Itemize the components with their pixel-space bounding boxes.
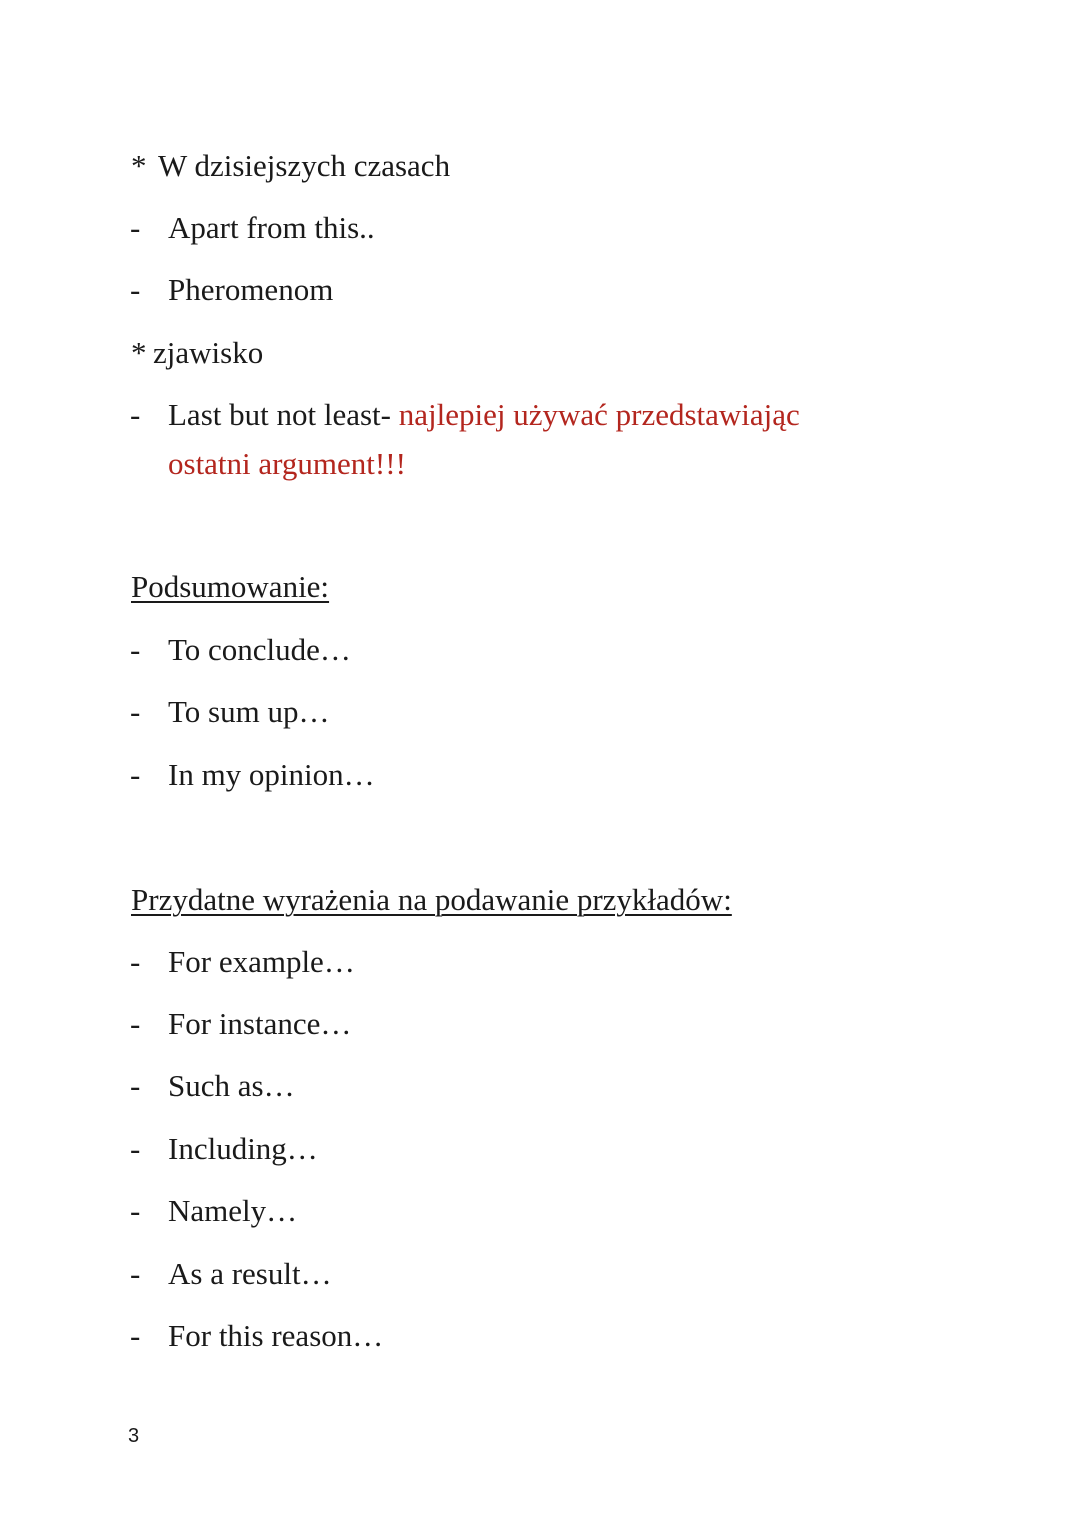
bullet-dash: - xyxy=(130,1006,141,1041)
bullet-dash: - xyxy=(130,1131,141,1166)
list-item: For example… xyxy=(168,944,355,979)
bullet-star: * xyxy=(131,335,147,370)
list-item: Pheromenom xyxy=(168,272,334,307)
bullet-dash: - xyxy=(130,210,141,245)
list-item: For this reason… xyxy=(168,1318,384,1353)
list-item: Namely… xyxy=(168,1193,298,1228)
phrase-translation: zjawisko xyxy=(153,335,264,370)
list-item-text: Last but not least- xyxy=(168,397,399,432)
bullet-dash: - xyxy=(130,397,141,432)
list-item: To sum up… xyxy=(168,694,330,729)
bullet-dash: - xyxy=(130,757,141,792)
usage-note: najlepiej używać przedstawiając xyxy=(398,397,800,432)
list-item: In my opinion… xyxy=(168,757,375,792)
list-item: Apart from this.. xyxy=(168,210,375,245)
section-heading-examples: Przydatne wyrażenia na podawanie przykładów: xyxy=(131,882,732,917)
bullet-dash: - xyxy=(130,1256,141,1291)
bullet-dash: - xyxy=(130,632,141,667)
bullet-dash: - xyxy=(130,1068,141,1103)
list-item: As a result… xyxy=(168,1256,332,1291)
list-item: To conclude… xyxy=(168,632,351,667)
phrase-translation: W dzisiejszych czasach xyxy=(158,148,451,183)
list-item xyxy=(168,395,800,435)
usage-note-continued: ostatni argument!!! xyxy=(168,446,406,481)
bullet-dash: - xyxy=(130,944,141,979)
bullet-dash: - xyxy=(130,694,141,729)
list-item: Including… xyxy=(168,1131,318,1166)
bullet-star: * xyxy=(131,148,147,183)
list-item: Such as… xyxy=(168,1068,295,1103)
bullet-dash: - xyxy=(130,1193,141,1228)
page-number: 3 xyxy=(128,1425,140,1447)
list-item: For instance… xyxy=(168,1006,352,1041)
bullet-dash: - xyxy=(130,272,141,307)
bullet-dash: - xyxy=(130,1318,141,1353)
section-heading-summary: Podsumowanie: xyxy=(131,569,330,604)
